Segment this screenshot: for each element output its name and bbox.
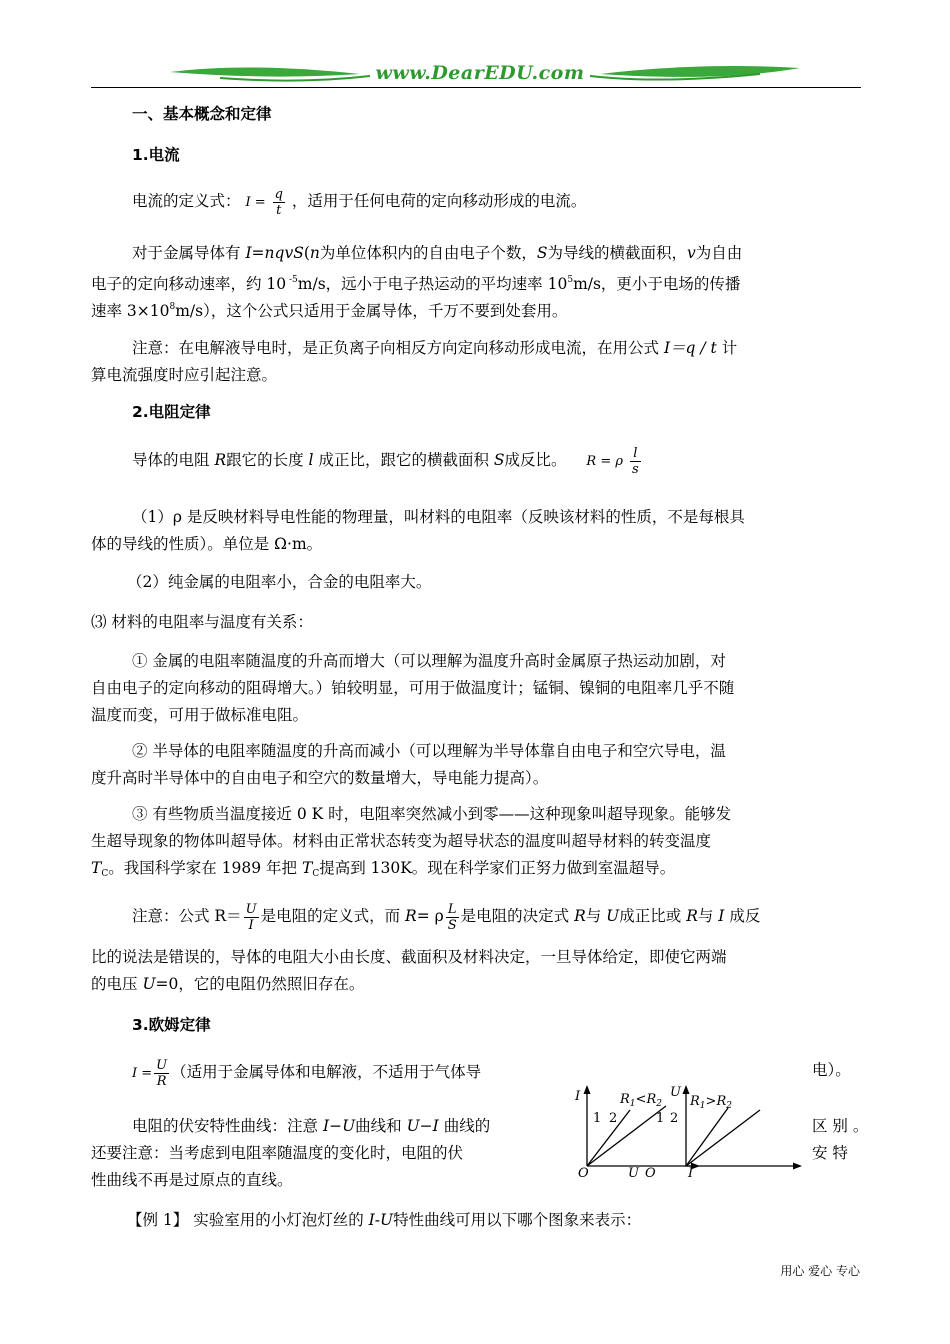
line-r2 [686, 1110, 760, 1166]
paragraph-line: ① 金属的电阻率随温度的升高而增大（可以理解为温度升高时金属原子热运动加剧，对 [132, 652, 726, 670]
axis-label-y: U [670, 1085, 681, 1100]
exponent: 5 [567, 275, 574, 285]
text: 与 [697, 907, 719, 925]
symbol: U [142, 975, 156, 993]
subscript: 2 [656, 1099, 662, 1109]
fraction [244, 902, 259, 933]
text: 为导线的横截面积， [547, 244, 688, 262]
paragraph-line: 性曲线不再是过原点的直线。 [91, 1171, 293, 1189]
numerator: U [245, 901, 257, 917]
text: 与 [585, 907, 607, 925]
arrow-right-icon [793, 1163, 802, 1170]
paragraph-line: 生超导现象的物体叫超导体。材料由正常状态转变为超导状态的温度叫超导材料的转变温度 [91, 832, 712, 850]
paragraph-line [91, 270, 861, 294]
text: 安 特 [812, 1144, 848, 1162]
text: = ρ [416, 907, 444, 925]
relation-symbol: R [716, 1094, 727, 1109]
text: ( [303, 244, 310, 262]
subsection-title-ohm: 3.欧姆定律 [132, 1016, 211, 1034]
iv-characteristic-graphs [570, 1080, 810, 1180]
paragraph-line [91, 974, 861, 994]
symbol: U [342, 1117, 356, 1135]
text: 是电阻的决定式 [460, 907, 575, 925]
formula-symbol: I [245, 195, 251, 210]
symbol: v [687, 244, 696, 262]
numerator: q [274, 186, 283, 202]
line-r1 [686, 1108, 728, 1166]
paragraph-line: ② 半导体的电阻率随温度的升高而减小（可以理解为半导体靠自由电子和空穴导电，温 [132, 742, 726, 760]
symbol: T [91, 859, 102, 877]
relation-operator: < [635, 1092, 647, 1107]
text: 为自由 [695, 244, 743, 262]
paragraph-line: 体的导线的性质）。单位是 Ω·m。 [91, 535, 323, 553]
symbol: T [301, 859, 313, 877]
exponent: 8 [169, 302, 176, 312]
symbol: S [493, 451, 505, 469]
current-definition [132, 186, 862, 218]
fraction [630, 446, 641, 477]
example-question [127, 1210, 897, 1230]
formula-symbol: I [132, 1066, 138, 1081]
symbol: I [322, 1117, 330, 1135]
denominator: S [447, 917, 457, 933]
denominator: t [276, 202, 282, 218]
relation-symbol: R [690, 1094, 700, 1109]
formula-symbol: R [586, 454, 597, 469]
line-label: 2 [609, 1111, 618, 1126]
symbol: S [536, 244, 548, 262]
line-label: 2 [670, 1111, 679, 1126]
text: 成反比。 [504, 451, 567, 469]
symbol: U [606, 907, 620, 925]
axis-label-x: U [628, 1166, 639, 1180]
relation-symbol: R [646, 1092, 657, 1107]
symbol: R [214, 451, 227, 469]
paragraph-line [132, 243, 862, 263]
text: 区 别 。 [812, 1117, 869, 1135]
header-rule [91, 87, 861, 88]
symbol: l [308, 451, 314, 469]
text: =0，它的电阻仍然照旧存在。 [155, 975, 365, 993]
fraction [154, 1058, 169, 1089]
resistance-law [132, 442, 862, 480]
relation-label [689, 1094, 732, 1111]
symbol: R [686, 907, 698, 925]
fraction [273, 187, 285, 218]
text: 电阻的伏安特性曲线：注意 [132, 1117, 323, 1135]
text: 跟它的长度 [226, 451, 309, 469]
paragraph-line: ③ 有些物质当温度接近 0 K 时，电阻率突然减小到零——这种现象叫超导现象。能够发 [132, 805, 732, 823]
text: 对于金属导体有 [132, 244, 246, 262]
paragraph-line: ⑶ 材料的电阻率与温度有关系： [91, 613, 313, 631]
text: 实验室用的小灯泡灯丝的 [188, 1211, 369, 1229]
subsection-title-current: 1.电流 [132, 146, 180, 164]
text: m/s），这个公式只适用于金属导体，千万不要到处套用。 [175, 302, 568, 320]
paragraph-line: （2）纯金属的电阻率小，合金的电阻率大。 [127, 573, 432, 591]
note-line [132, 338, 862, 358]
text: − [419, 1117, 433, 1135]
note-line [132, 898, 862, 934]
formula: I=nqvS [245, 244, 304, 262]
text: 成正比，跟它的横截面积 [313, 451, 494, 469]
symbol: R [574, 907, 586, 925]
symbol: I [432, 1117, 439, 1135]
arrow-up-icon [584, 1085, 591, 1094]
relation-symbol: R [620, 1092, 630, 1107]
exponent: -5 [286, 275, 298, 285]
text: 电子的定向移动速率，约 10 [91, 275, 287, 293]
subsection-title-resistance: 2.电阻定律 [132, 403, 211, 421]
paragraph-line [91, 297, 861, 321]
text: 曲线的 [438, 1117, 491, 1135]
note-line: 算电流强度时应引起注意。 [91, 366, 278, 384]
text: ，适用于任何电荷的定向移动形成的电流。 [291, 192, 587, 210]
symbol: n [309, 244, 320, 262]
text: 提高到 130K。现在科学家们正努力做到室温超导。 [319, 859, 676, 877]
paragraph-line: 度升高时半导体中的自由电子和空穴的数量增大，导电能力提高）。 [91, 769, 549, 787]
text: 注意：在电解液导电时，是正负离子向相反方向定向移动形成电流，在用公式 [132, 339, 664, 357]
section-title: 一、基本概念和定律 [132, 105, 272, 123]
text: 的电压 [91, 975, 143, 993]
relation-operator: > [705, 1094, 717, 1109]
axis-label-x: I [688, 1166, 694, 1180]
numerator: l [630, 446, 641, 462]
formula-symbol: = [250, 195, 266, 210]
text: − [329, 1117, 343, 1135]
header-logo [160, 58, 800, 90]
subscript: C [312, 869, 320, 879]
numerator: U [156, 1057, 168, 1073]
symbol: R [405, 907, 417, 925]
footer-text: 用心 爱心 专心 [780, 1264, 860, 1278]
paragraph-line: 自由电子的定向移动的阻碍增大。）铂较明显，可用于做温度计；锰铜、镍铜的电阻率几乎不随 [91, 679, 735, 697]
line-label: 1 [593, 1111, 602, 1126]
subscript: 1 [699, 1101, 706, 1111]
text: 成反 [724, 907, 761, 925]
paragraph-line: 还要注意：当考虑到电阻率随温度的变化时，电阻的伏 [91, 1144, 464, 1162]
symbol: U [406, 1117, 420, 1135]
symbol: I-U [368, 1211, 394, 1229]
formula-symbol: = [137, 1066, 153, 1081]
subscript: 1 [629, 1099, 636, 1109]
example-tag: 【例 1】 [127, 1211, 189, 1229]
text: 特性曲线可用以下哪个图象来表示： [393, 1211, 642, 1229]
symbol: I [718, 907, 725, 925]
text: m/s，更小于电场的传播 [573, 275, 741, 293]
denominator: s [631, 461, 639, 477]
subscript: 2 [726, 1101, 732, 1111]
denominator: I [248, 917, 254, 933]
paragraph-line [91, 858, 861, 884]
numerator: L [446, 902, 459, 918]
fraction [446, 902, 459, 933]
subscript: C [101, 869, 109, 879]
text: （适用于金属导体和电解液，不适用于气体导 [171, 1063, 482, 1081]
text: 计 [716, 339, 738, 357]
formula-symbol: = ρ [596, 454, 623, 469]
text: 为单位体积内的自由电子个数， [319, 244, 537, 262]
origin-label: O [645, 1166, 656, 1180]
paragraph-line: 温度而变，可用于做标准电阻。 [91, 706, 309, 724]
axis-label-y: I [575, 1089, 581, 1104]
origin-label: O [578, 1166, 589, 1180]
ohm-formula [132, 1054, 592, 1092]
text: 速率 3×10 [91, 302, 170, 320]
paragraph-line: 比的说法是错误的，导体的电阻大小由长度、截面积及材料决定，一旦导体给定，即使它两端 [91, 948, 727, 966]
text: 曲线和 [355, 1117, 407, 1135]
arrow-up-icon [683, 1085, 690, 1094]
site-logo-text: www.DearEDU.com [375, 62, 585, 84]
denominator: R [156, 1073, 167, 1089]
text: 成正比或 [619, 907, 687, 925]
paragraph-line: （1）ρ 是反映材料导电性能的物理量，叫材料的电阻率（反映该材料的性质，不是每根具 [132, 508, 745, 526]
text: 电）。 [812, 1061, 851, 1079]
relation-label [619, 1092, 662, 1109]
paragraph-line [132, 1116, 562, 1136]
line-label: 1 [656, 1111, 665, 1126]
formula: I＝q / t [663, 339, 717, 357]
text: 导体的电阻 [132, 451, 215, 469]
text: 注意：公式 R＝ [132, 907, 242, 925]
text: 。我国科学家在 1989 年把 [108, 859, 302, 877]
text: 电流的定义式： [132, 192, 241, 210]
text: 是电阻的定义式，而 [260, 907, 406, 925]
text: m/s，远小于电子热运动的平均速率 10 [297, 275, 568, 293]
